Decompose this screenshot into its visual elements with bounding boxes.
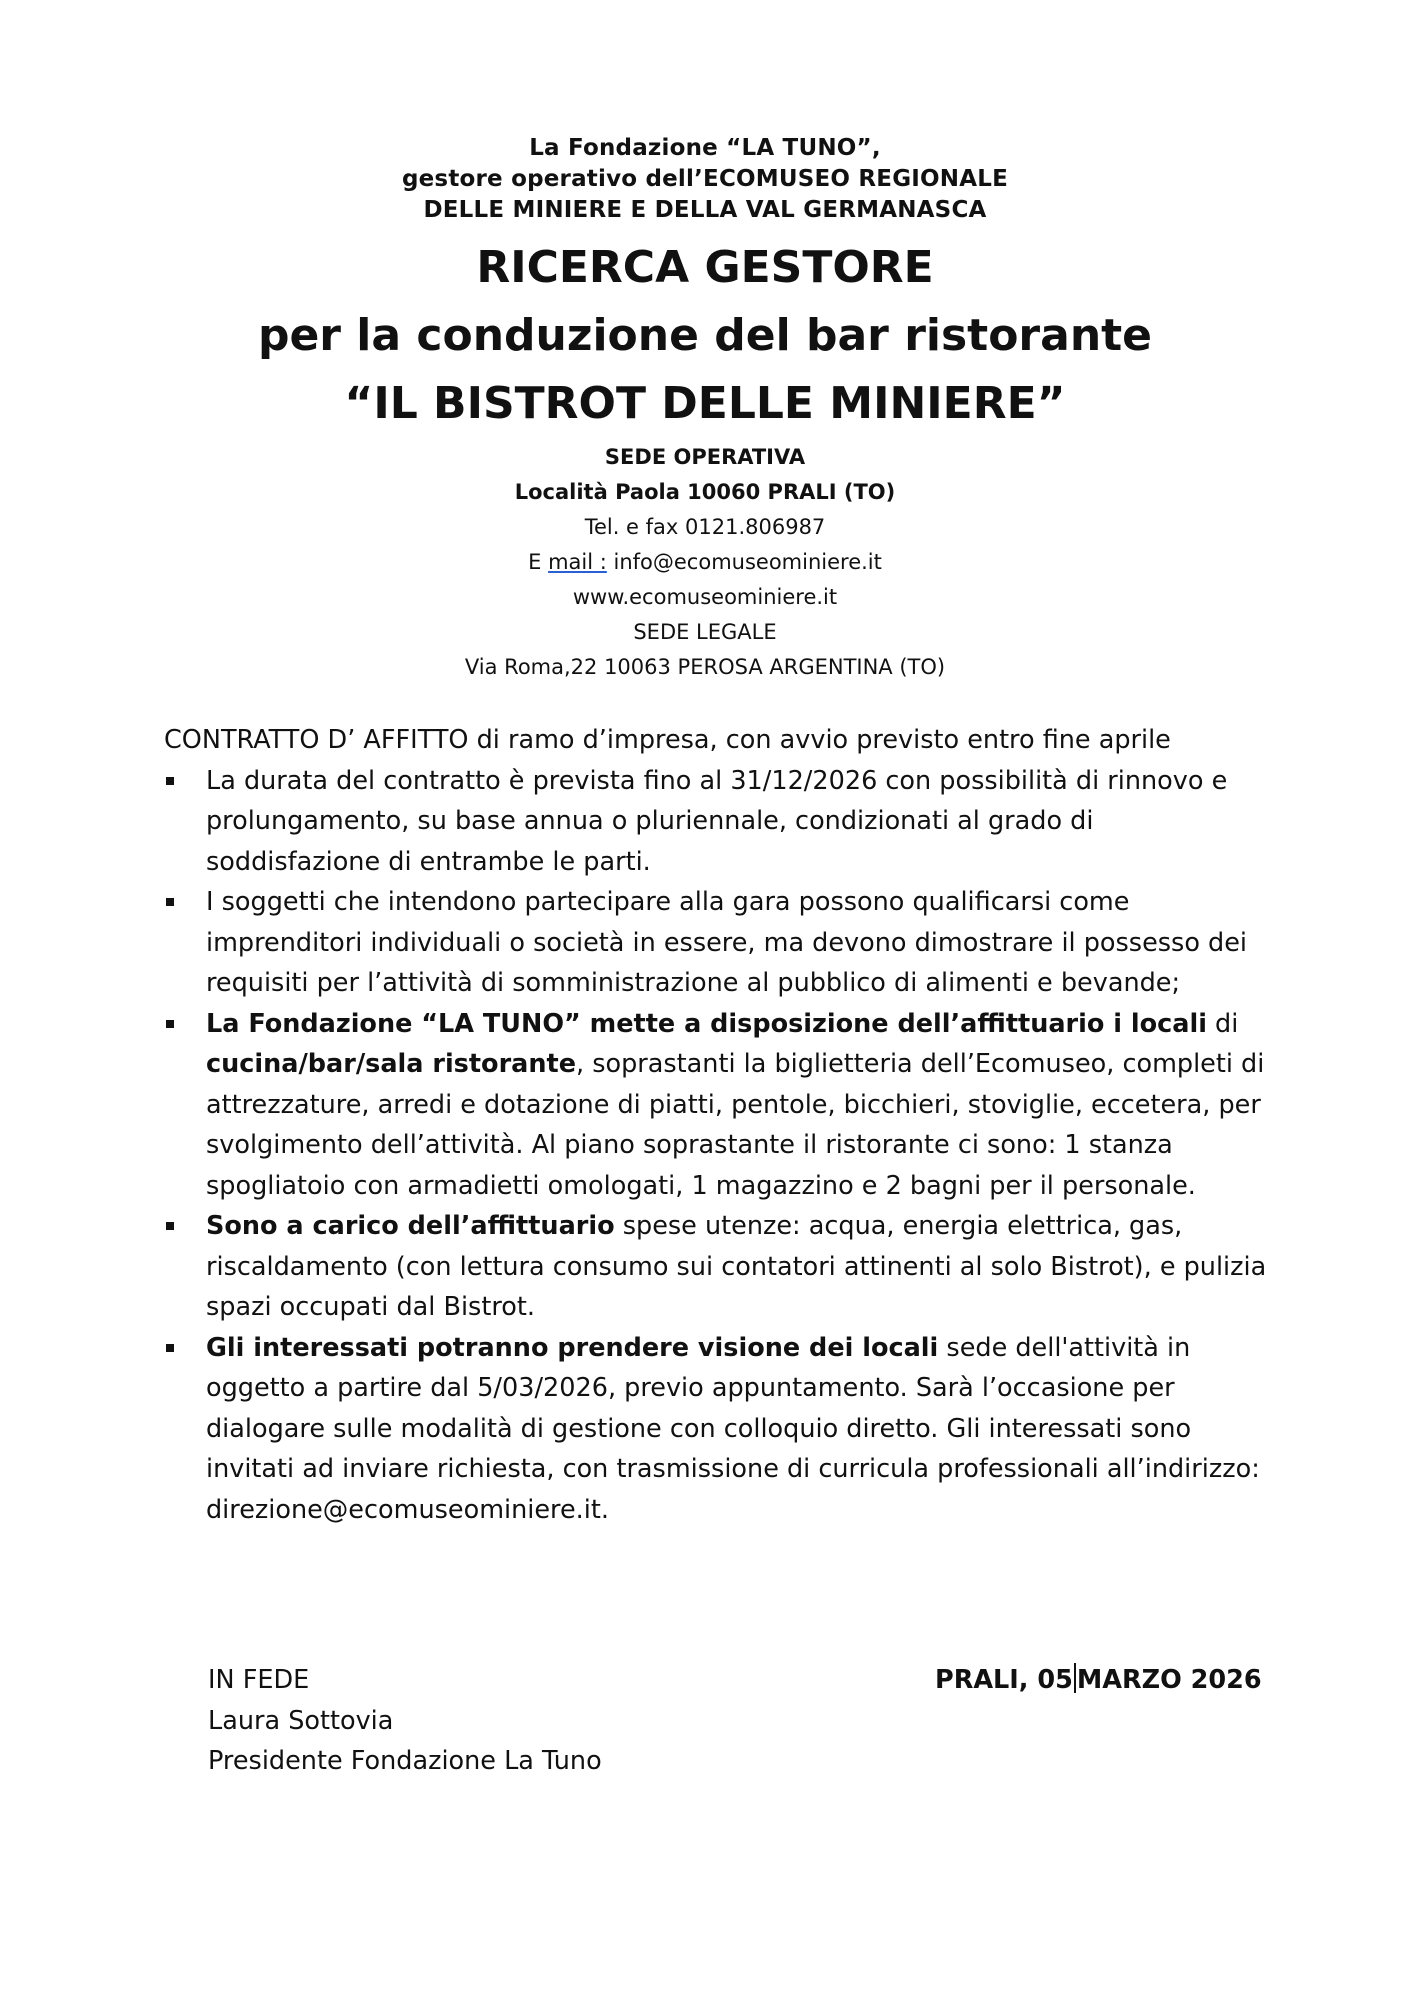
place-date-prefix: PRALI, 05 xyxy=(935,1665,1073,1695)
conditions-list xyxy=(164,761,1274,1531)
item-bold: cucina/bar/sala ristorante xyxy=(206,1049,576,1079)
sede-legale-label: SEDE LEGALE xyxy=(633,620,777,644)
notice-body xyxy=(164,720,1274,1530)
item-bold: La Fondazione “LA TUNO” mette a disposizione dell’affittuario i locali xyxy=(206,1008,1207,1039)
place-date xyxy=(935,1660,1262,1701)
item-text: di xyxy=(1206,1008,1239,1039)
item-text: sede dell'attività in oggetto a partire dal 5/03/2026, previo appuntamento. Sarà l’occasione per dialogare sulle modalità di gestione con colloquio diretto. Gli interessati sono invitati ad inviare richiesta, con trasmissione di curricula professionali all’indirizzo: direzione@ecomuseominiere.it. xyxy=(206,1332,1260,1525)
bullet-icon xyxy=(166,1222,174,1230)
item-text: , soprastanti la biglietteria dell’Ecomuseo, completi di attrezzature, arredi e dotazione di piatti, pentole, bicchieri, stoviglie, eccetera, per svolgimento dell’attività. Al piano soprastante il ristorante ci sono: 1 stanza spogliatoio con armadietti omologati, 1 magazzino e 2 bagni per il personale. xyxy=(206,1049,1265,1201)
list-item xyxy=(164,1328,1274,1531)
org-line-2: gestore operativo dell’ECOMUSEO REGIONALE xyxy=(401,166,1009,192)
email-prefix: E xyxy=(528,550,549,574)
title-line-2: per la conduzione del bar ristorante xyxy=(257,310,1153,361)
bullet-icon xyxy=(166,898,174,906)
item-bold: Sono a carico dell’affittuario xyxy=(206,1211,615,1241)
signatory-name: Laura Sottovia xyxy=(208,1705,394,1736)
sede-operativa-label: SEDE OPERATIVA xyxy=(604,445,806,469)
bullet-icon xyxy=(166,777,174,785)
in-fede: IN FEDE xyxy=(208,1665,310,1695)
item-bold: Gli interessati potranno prendere visione dei locali xyxy=(206,1332,939,1363)
signatory-role: Presidente Fondazione La Tuno xyxy=(208,1746,602,1776)
place-date-suffix: MARZO 2026 xyxy=(1076,1665,1262,1695)
title-line-1: RICERCA GESTORE xyxy=(476,242,934,293)
contract-intro: CONTRATTO D’ AFFITTO di ramo d’impresa, con avvio previsto entro fine aprile xyxy=(164,725,1171,755)
list-item xyxy=(164,882,1274,1004)
bullet-icon xyxy=(166,1344,174,1352)
bullet-icon xyxy=(166,1020,174,1028)
org-line-1: La Fondazione “LA TUNO”, xyxy=(529,135,881,161)
item-text: spese utenze: acqua, energia elettrica, gas, riscaldamento (con lettura consumo sui contatori attinenti al solo Bistrot), e pulizia spazi occupati dal Bistrot. xyxy=(206,1211,1267,1322)
org-line-3: DELLE MINIERE E DELLA VAL GERMANASCA xyxy=(423,197,987,223)
email-label: mail : xyxy=(548,550,607,574)
item-text: La durata del contratto è prevista fino al 31/12/2026 con possibilità di rinnovo e prolungamento, su base annua o pluriennale, condizionati al grado di soddisfazione di entrambe le parti. xyxy=(206,765,1228,877)
email-address[interactable]: info@ecomuseominiere.it xyxy=(606,550,882,574)
email-line xyxy=(0,545,1410,580)
legal-address: Via Roma,22 10063 PEROSA ARGENTINA (TO) xyxy=(464,655,946,679)
list-item xyxy=(164,1206,1274,1328)
signature-block xyxy=(208,1660,602,1782)
phone-fax: Tel. e fax 0121.806987 xyxy=(584,515,826,539)
operative-address: Località Paola 10060 PRALI (TO) xyxy=(514,480,896,504)
item-text: I soggetti che intendono partecipare alla gara possono qualificarsi come imprenditori individuali o società in essere, ma devono dimostrare il possesso dei requisiti per l’attività di somministrazione al pubblico di alimenti e bevande; xyxy=(206,887,1248,998)
list-item xyxy=(164,1004,1274,1207)
website-link[interactable]: www.ecomuseominiere.it xyxy=(572,585,838,609)
list-item xyxy=(164,761,1274,883)
title-line-3: “IL BISTROT DELLE MINIERE” xyxy=(344,378,1066,429)
text-cursor-icon xyxy=(1074,1663,1076,1693)
document-header xyxy=(0,0,1410,685)
